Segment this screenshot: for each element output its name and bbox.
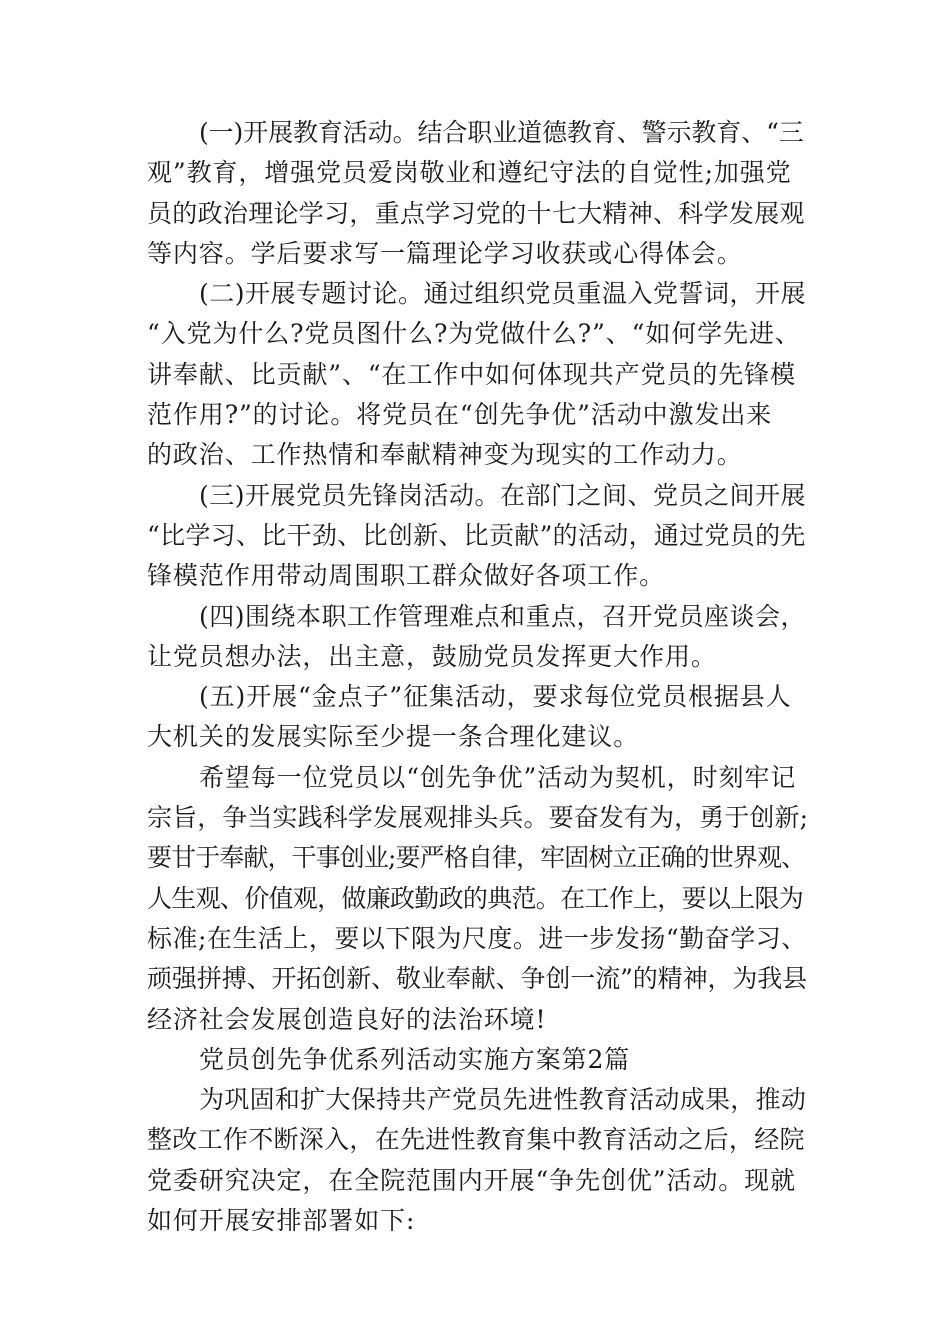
paragraph-golden-ideas — [147, 677, 807, 758]
section-title-text: 党员创先争优系列活动实施方案第2篇 — [199, 1044, 631, 1074]
text-line: 人生观、价值观，做廉政勤政的典范。在工作上，要以上限为 — [147, 883, 804, 913]
text-line: (五)开展“金点子”征集活动，要求每位党员根据县人 — [199, 682, 792, 712]
text-line: 等内容。学后要求写一篇理论学习收获或心得体会。 — [147, 238, 743, 268]
text-line: (二)开展专题讨论。通过组织党员重温入党誓词，开展 — [199, 279, 807, 309]
text-line: 党委研究决定，在全院范围内开展“争先创优”活动。现就 — [147, 1165, 796, 1195]
text-line: 整改工作不断深入，在先进性教育集中教育活动之后，经院 — [147, 1125, 805, 1155]
text-line: 经济社会发展创造良好的法治环境! — [147, 1004, 547, 1034]
text-line: “入党为什么?党员图什么?为党做什么?”、“如何学先进、 — [147, 319, 801, 349]
paragraph-hope — [147, 758, 807, 1040]
text-line: 顽强拼搏、开拓创新、敬业奉献、争创一流”的精神，为我县 — [147, 964, 808, 994]
paragraph-vanguard-post — [147, 476, 807, 597]
text-line: 的政治、工作热情和奉献精神变为现实的工作动力。 — [147, 440, 743, 470]
text-line: 锋模范作用带动周围职工群众做好各项工作。 — [147, 561, 666, 591]
text-line: “比学习、比干劲、比创新、比贡献”的活动，通过党员的先 — [147, 520, 806, 550]
text-line: 希望每一位党员以“创先争优”活动为契机，时刻牢记 — [199, 762, 797, 792]
text-line: (一)开展教育活动。结合职业道德教育、警示教育、“三 — [199, 118, 804, 147]
text-line: 宗旨，争当实践科学发展观排头兵。要奋发有为，勇于创新; — [147, 803, 809, 833]
text-line: 范作用?”的讨论。将党员在“创先争优”活动中激发出来 — [147, 400, 773, 430]
paragraph-symposium — [147, 597, 807, 678]
text-line: 要甘于奉献，干事创业;要严格自律，牢固树立正确的世界观、 — [147, 843, 806, 873]
text-line: 讲奉献、比贡献”、“在工作中如何体现共产党员的先锋模 — [147, 359, 796, 389]
text-line: 让党员想办法，出主意，鼓励党员发挥更大作用。 — [147, 641, 717, 671]
text-line: 如何开展安排部署如下: — [147, 1206, 416, 1236]
paragraph-education-activity — [147, 113, 807, 274]
paragraph-intro — [147, 1080, 807, 1241]
text-line: 观”教育，增强党员爱岗敬业和遵纪守法的自觉性;加强党 — [147, 158, 792, 188]
document-body — [147, 113, 807, 1241]
section-title — [147, 1040, 807, 1080]
text-line: (四)围绕本职工作管理难点和重点，召开党员座谈会， — [199, 601, 807, 631]
text-line: 标准;在生活上，要以下限为尺度。进一步发扬“勤奋学习、 — [147, 923, 807, 953]
text-line: 大机关的发展实际至少提一条合理化建议。 — [147, 722, 640, 752]
text-line: (三)开展党员先锋岗活动。在部门之间、党员之间开展 — [199, 480, 807, 510]
text-line: 为巩固和扩大保持共产党员先进性教育活动成果，推动 — [199, 1085, 807, 1115]
paragraph-topic-discussion — [147, 274, 807, 475]
text-line: 员的政治理论学习，重点学习党的十七大精神、科学发展观 — [147, 198, 805, 228]
